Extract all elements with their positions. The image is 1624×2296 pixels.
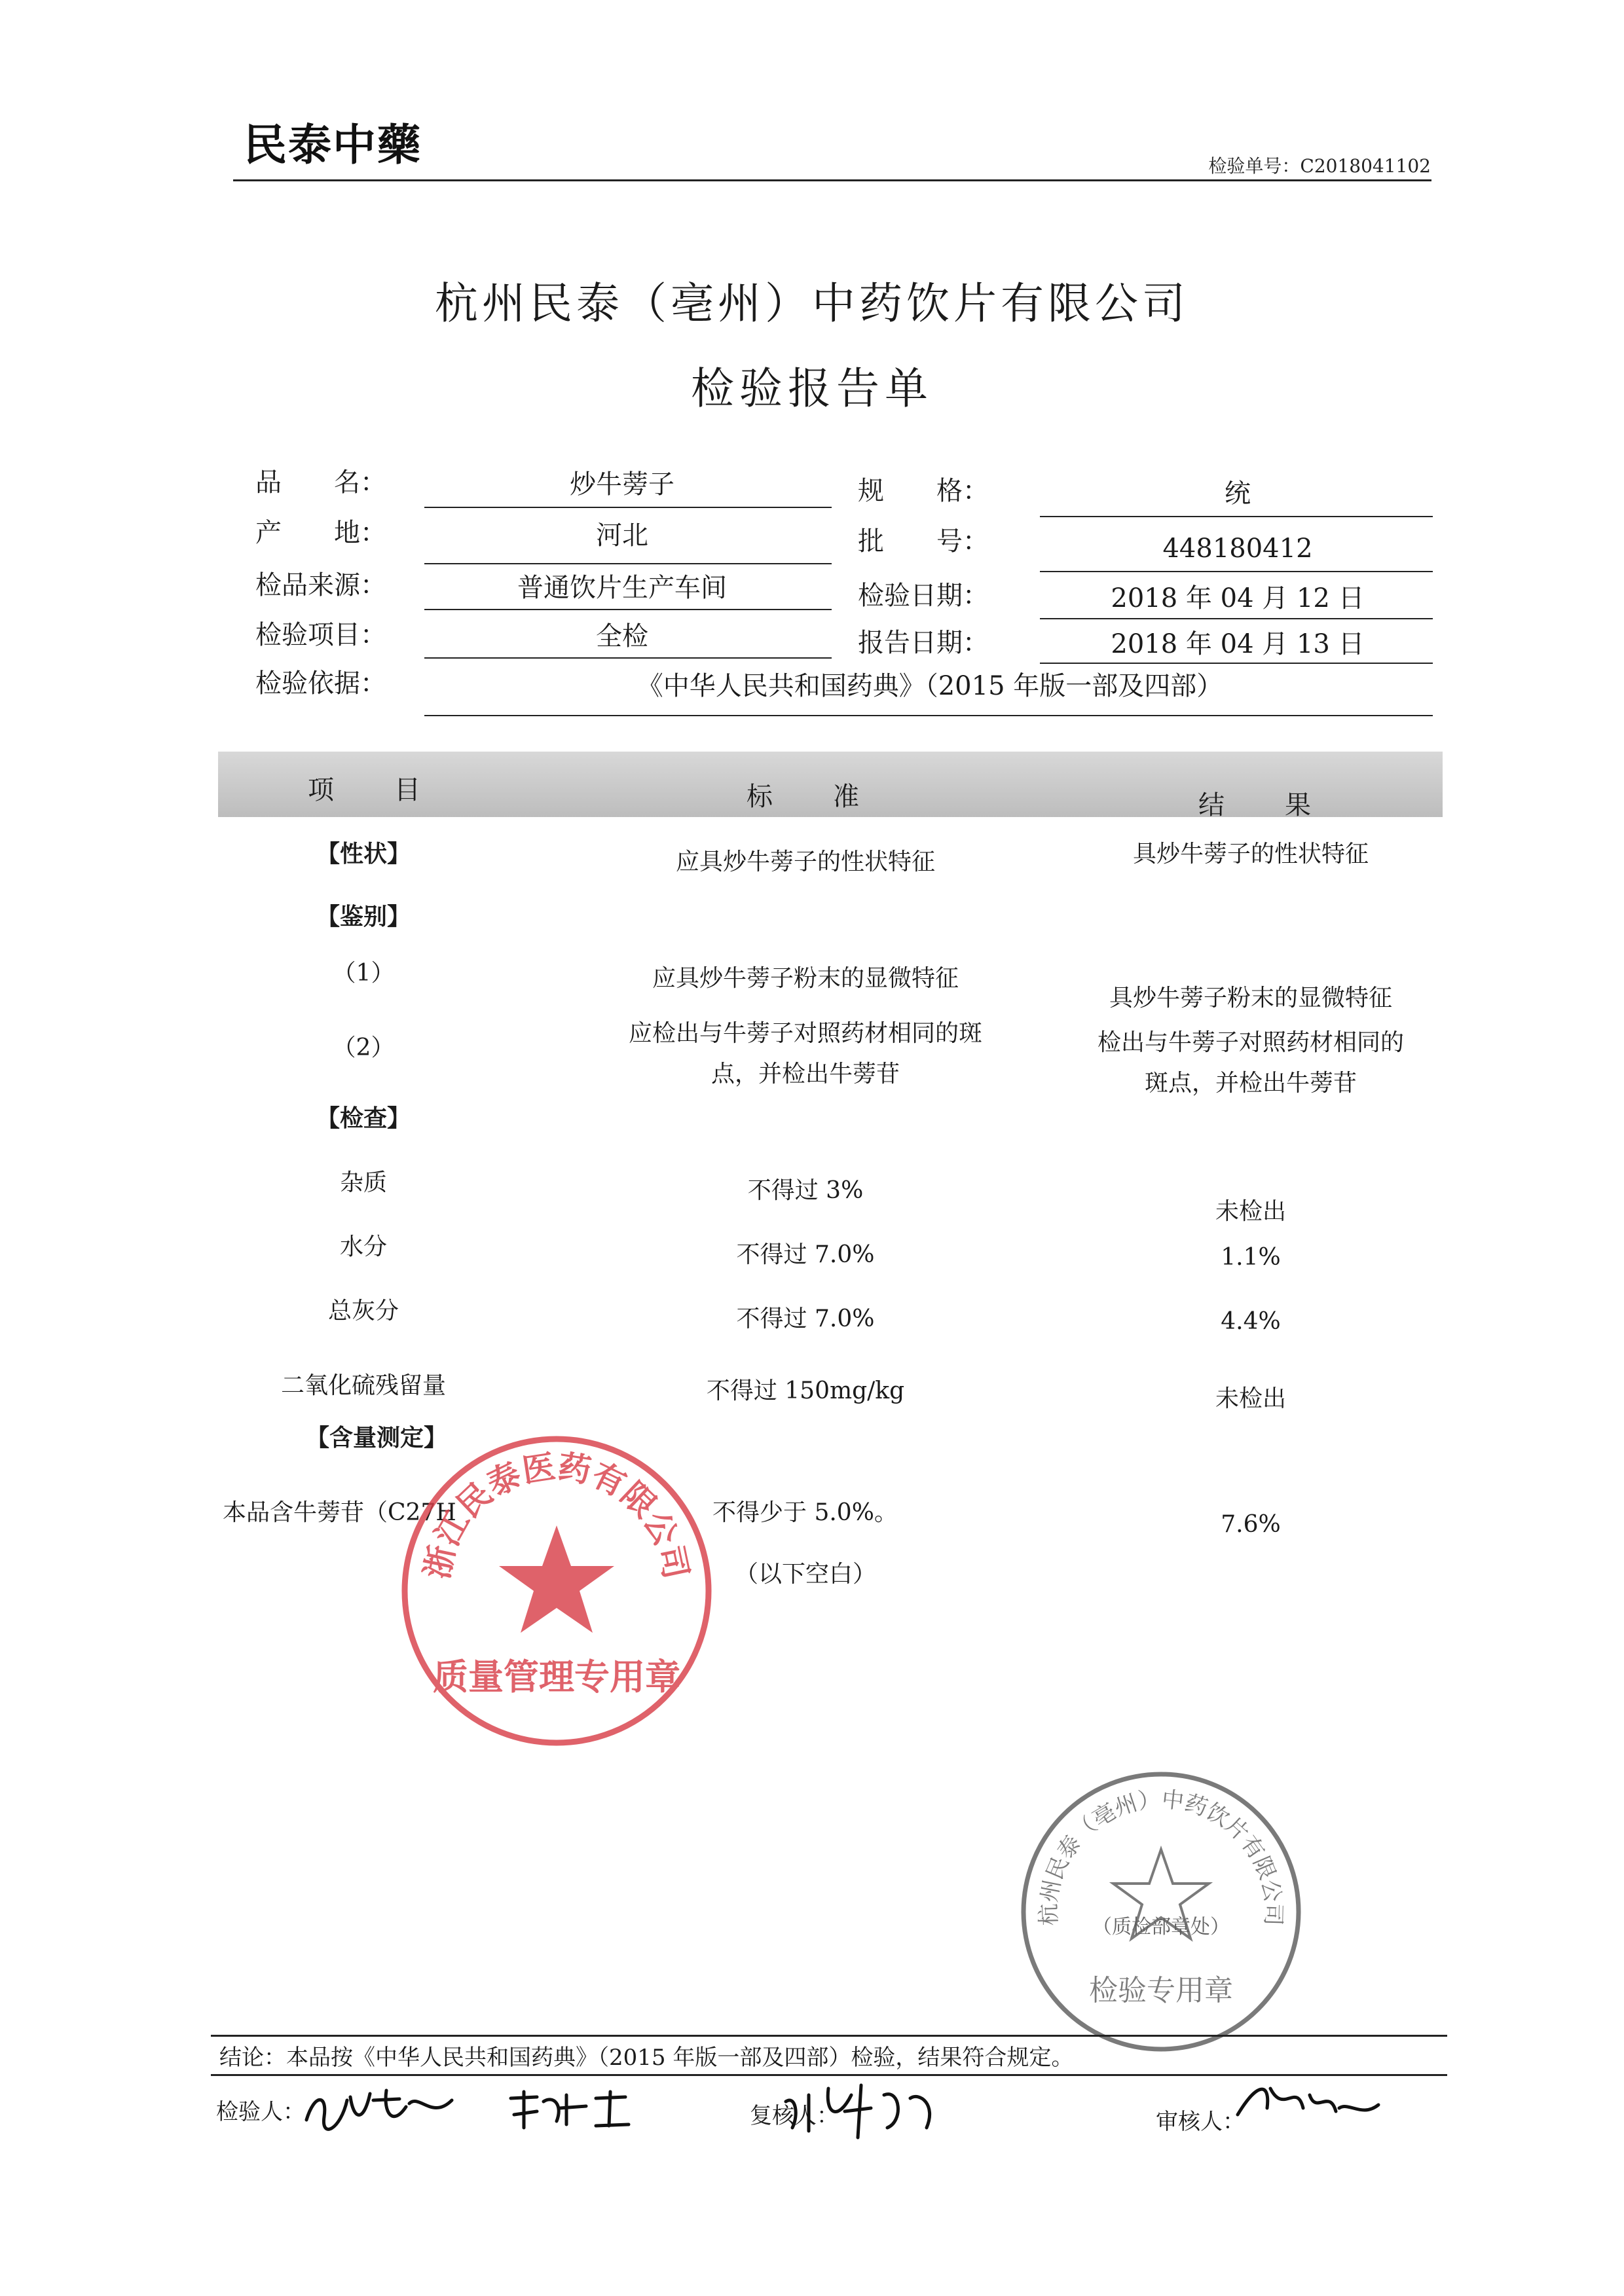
spec-label: 规 格： <box>858 476 989 506</box>
impurity-result: 未检出 <box>1215 1198 1286 1225</box>
inspector-signature-1 <box>301 2081 458 2140</box>
quality-management-stamp <box>393 1427 720 1755</box>
test-date-label: 检验日期： <box>858 581 989 611</box>
conclusion: 结论：本品按《中华人民共和国药典》（2015 年版一部及四部）检验，结果符合规定。 <box>219 2045 1074 2071</box>
approver-label: 审核人： <box>1156 2109 1245 2135</box>
ident-2-label: （2） <box>332 1034 395 1061</box>
product-label: 品 名： <box>255 467 386 498</box>
so2-label: 二氧化硫残留量 <box>280 1372 446 1399</box>
approver-signature <box>1231 2069 1382 2134</box>
header-rule <box>233 179 1431 181</box>
so2-result: 未检出 <box>1215 1385 1286 1412</box>
item-underline <box>424 657 832 659</box>
section-check: 【检查】 <box>316 1104 411 1132</box>
red-stamp-bottom-text: 质量管理专用章 <box>433 1656 680 1698</box>
company-logo: 民泰中藥 <box>244 119 422 170</box>
origin-underline <box>424 563 832 564</box>
spec-value: 统 <box>1225 479 1251 509</box>
appearance-result: 具炒牛蒡子的性状特征 <box>1132 841 1369 867</box>
ash-result: 4.4% <box>1221 1308 1281 1335</box>
assay-label: 本品含牛蒡苷（C27H <box>223 1499 456 1526</box>
col-header-standard: 标 准 <box>747 782 862 812</box>
ident-2-standard-line1: 应检出与牛蒡子对照药材相同的斑 <box>628 1020 982 1047</box>
item-value: 全检 <box>596 621 648 651</box>
report-date-underline <box>1040 663 1433 664</box>
gray-stamp-ring <box>1024 1774 1299 2049</box>
basis-value: 《中华人民共和国药典》（2015 年版一部及四部） <box>637 671 1223 701</box>
spec-underline <box>1040 516 1433 517</box>
assay-result: 7.6% <box>1221 1511 1281 1538</box>
ident-1-label: （1） <box>332 960 395 987</box>
origin-value: 河北 <box>596 520 648 551</box>
red-stamp-arc-text: 浙江民泰医药有限公司 <box>418 1448 695 1582</box>
report-date-label: 报告日期： <box>858 628 989 658</box>
section-assay: 【含量测定】 <box>305 1424 447 1451</box>
document-title: 检验报告单 <box>691 363 933 414</box>
col-header-result: 结 果 <box>1198 790 1314 820</box>
source-label: 检品来源： <box>255 570 386 600</box>
report-number: 检验单号：C2018041102 <box>1208 155 1431 177</box>
assay-standard: 不得少于 5.0%。 <box>712 1499 898 1526</box>
impurity-standard: 不得过 3% <box>747 1177 864 1204</box>
reviewer-signature <box>779 2075 950 2147</box>
gray-stamp-arc-text: 杭州民泰（亳州）中药饮片有限公司 <box>1035 1786 1287 1926</box>
ident-2-standard-line2: 点，并检出牛蒡苷 <box>710 1061 900 1087</box>
source-value: 普通饮片生产车间 <box>517 573 727 603</box>
section-appearance: 【性状】 <box>316 840 411 867</box>
ash-standard: 不得过 7.0% <box>736 1305 875 1332</box>
basis-underline <box>424 715 1433 716</box>
water-label: 水分 <box>339 1233 387 1260</box>
batch-label: 批 号： <box>858 526 989 556</box>
inspector-signature-2 <box>504 2085 635 2138</box>
blank-note: （以下空白） <box>735 1561 877 1588</box>
water-standard: 不得过 7.0% <box>736 1241 875 1268</box>
ident-1-result: 具炒牛蒡子粉末的显微特征 <box>1109 985 1392 1011</box>
section-identification: 【鉴别】 <box>316 903 411 930</box>
test-date-underline <box>1040 618 1433 619</box>
batch-underline <box>1040 571 1433 572</box>
reviewer-label: 复核人： <box>750 2103 839 2129</box>
ident-2-result-line2: 斑点，并检出牛蒡苷 <box>1144 1070 1357 1097</box>
product-value: 炒牛蒡子 <box>570 469 674 500</box>
company-title: 杭州民泰（亳州）中药饮片有限公司 <box>435 278 1189 329</box>
gray-stamp-bottom-text: 检验专用章 <box>1089 1974 1233 2007</box>
red-star-icon <box>499 1525 614 1633</box>
inspection-stamp <box>1014 1764 1308 2059</box>
test-date-value: 2018 年 04 月 12 日 <box>1111 583 1365 613</box>
source-underline <box>424 609 832 610</box>
col-header-item: 项 目 <box>308 775 423 805</box>
basis-label: 检验依据： <box>255 668 386 699</box>
ident-2-result-line1: 检出与牛蒡子对照药材相同的 <box>1097 1029 1404 1056</box>
impurity-label: 杂质 <box>339 1169 387 1196</box>
appearance-standard: 应具炒牛蒡子的性状特征 <box>675 848 935 875</box>
inspector-label: 检验人： <box>216 2099 305 2125</box>
footer-rule-top <box>211 2035 1447 2037</box>
origin-label: 产 地： <box>255 518 386 548</box>
water-result: 1.1% <box>1221 1244 1281 1271</box>
ident-1-standard: 应具炒牛蒡子粉末的显微特征 <box>652 965 959 992</box>
report-date-value: 2018 年 04 月 13 日 <box>1111 629 1365 659</box>
product-underline <box>424 507 832 508</box>
ash-label: 总灰分 <box>327 1298 399 1324</box>
item-label: 检验项目： <box>255 620 386 650</box>
so2-standard: 不得过 150mg/kg <box>706 1377 905 1404</box>
qc-office-text: （质检部章处） <box>1092 1916 1230 1939</box>
batch-value: 448180412 <box>1162 534 1313 564</box>
